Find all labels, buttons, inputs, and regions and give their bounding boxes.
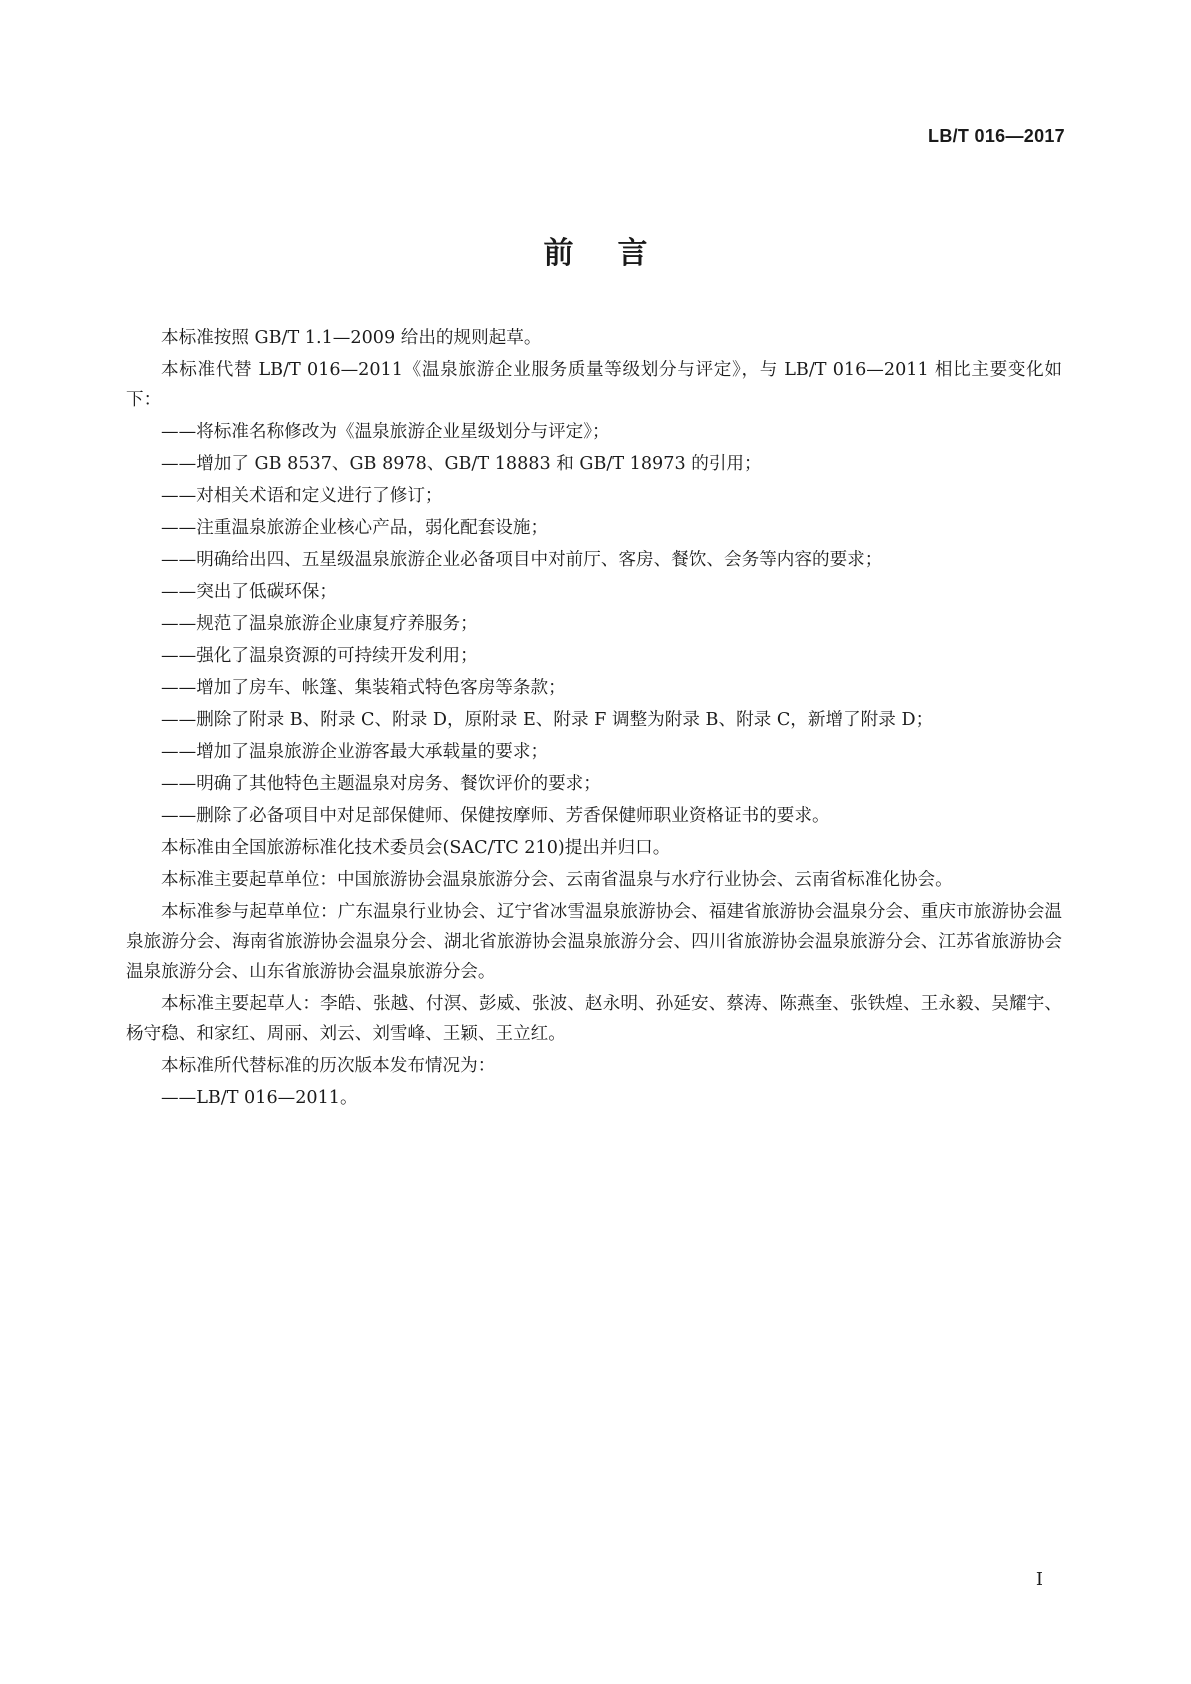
list-item: ——增加了 GB 8537、GB 8978、GB/T 18883 和 GB/T 18973 的引用； [161, 454, 762, 474]
list-item: ——规范了温泉旅游企业康复疗养服务； [161, 614, 478, 634]
page-number: I [1035, 1569, 1043, 1590]
list-item: ——删除了附录 B、附录 C、附录 D，原附录 E、附录 F 调整为附录 B、附录 C，新增了附录 D； [161, 710, 934, 730]
paragraph-participating-units: 本标准参与起草单位：广东温泉行业协会、辽宁省冰雪温泉旅游协会、福建省旅游协会温泉分会、重庆市旅游协会温泉旅游分会、海南省旅游协会温泉分会、湖北省旅游协会温泉旅游分会、四川省旅游协会温泉旅游分会、江苏省旅游协会温泉旅游分会、山东省旅游协会温泉旅游分会。 [126, 902, 1062, 982]
standard-number: LB/T 016—2017 [928, 126, 1065, 146]
page-title: 前言 [543, 236, 692, 271]
list-item: ——增加了温泉旅游企业游客最大承载量的要求； [161, 742, 549, 762]
paragraph-replaces: 本标准代替 LB/T 016—2011《温泉旅游企业服务质量等级划分与评定》，与 LB/T 016—2011 相比主要变化如下： [126, 360, 1062, 410]
list-item: ——突出了低碳环保； [161, 582, 337, 602]
list-item: ——删除了必备项目中对足部保健师、保健按摩师、芳香保健师职业资格证书的要求。 [161, 806, 830, 826]
list-item: ——增加了房车、帐篷、集装箱式特色客房等条款； [161, 678, 566, 698]
paragraph-proposed-by: 本标准由全国旅游标准化技术委员会(SAC/TC 210)提出并归口。 [161, 838, 671, 858]
list-item: ——对相关术语和定义进行了修订； [161, 486, 443, 506]
paragraph-previous-editions: 本标准所代替标准的历次版本发布情况为： [161, 1056, 496, 1076]
list-item: ——注重温泉旅游企业核心产品，弱化配套设施； [161, 518, 549, 538]
list-item: ——明确了其他特色主题温泉对房务、餐饮评价的要求； [161, 774, 601, 794]
paragraph-main-drafting-units: 本标准主要起草单位：中国旅游协会温泉旅游分会、云南省温泉与水疗行业协会、云南省标准化协会。 [161, 870, 953, 890]
list-item: ——强化了温泉资源的可持续开发利用； [161, 646, 478, 666]
list-item: ——明确给出四、五星级温泉旅游企业必备项目中对前厅、客房、餐饮、会务等内容的要求； [161, 550, 883, 570]
foreword-body [126, 323, 1062, 1115]
paragraph-drafting-rules: 本标准按照 GB/T 1.1—2009 给出的规则起草。 [161, 328, 542, 348]
paragraph-main-drafters: 本标准主要起草人：李皓、张越、付溟、彭威、张波、赵永明、孙延安、蔡涛、陈燕奎、张铁煌、王永毅、吴耀宇、杨守稳、和家红、周丽、刘云、刘雪峰、王颖、王立红。 [126, 994, 1062, 1044]
list-item: ——将标准名称修改为《温泉旅游企业星级划分与评定》； [161, 422, 610, 442]
list-item: ——LB/T 016—2011。 [161, 1088, 358, 1108]
changes-list [126, 417, 1062, 831]
